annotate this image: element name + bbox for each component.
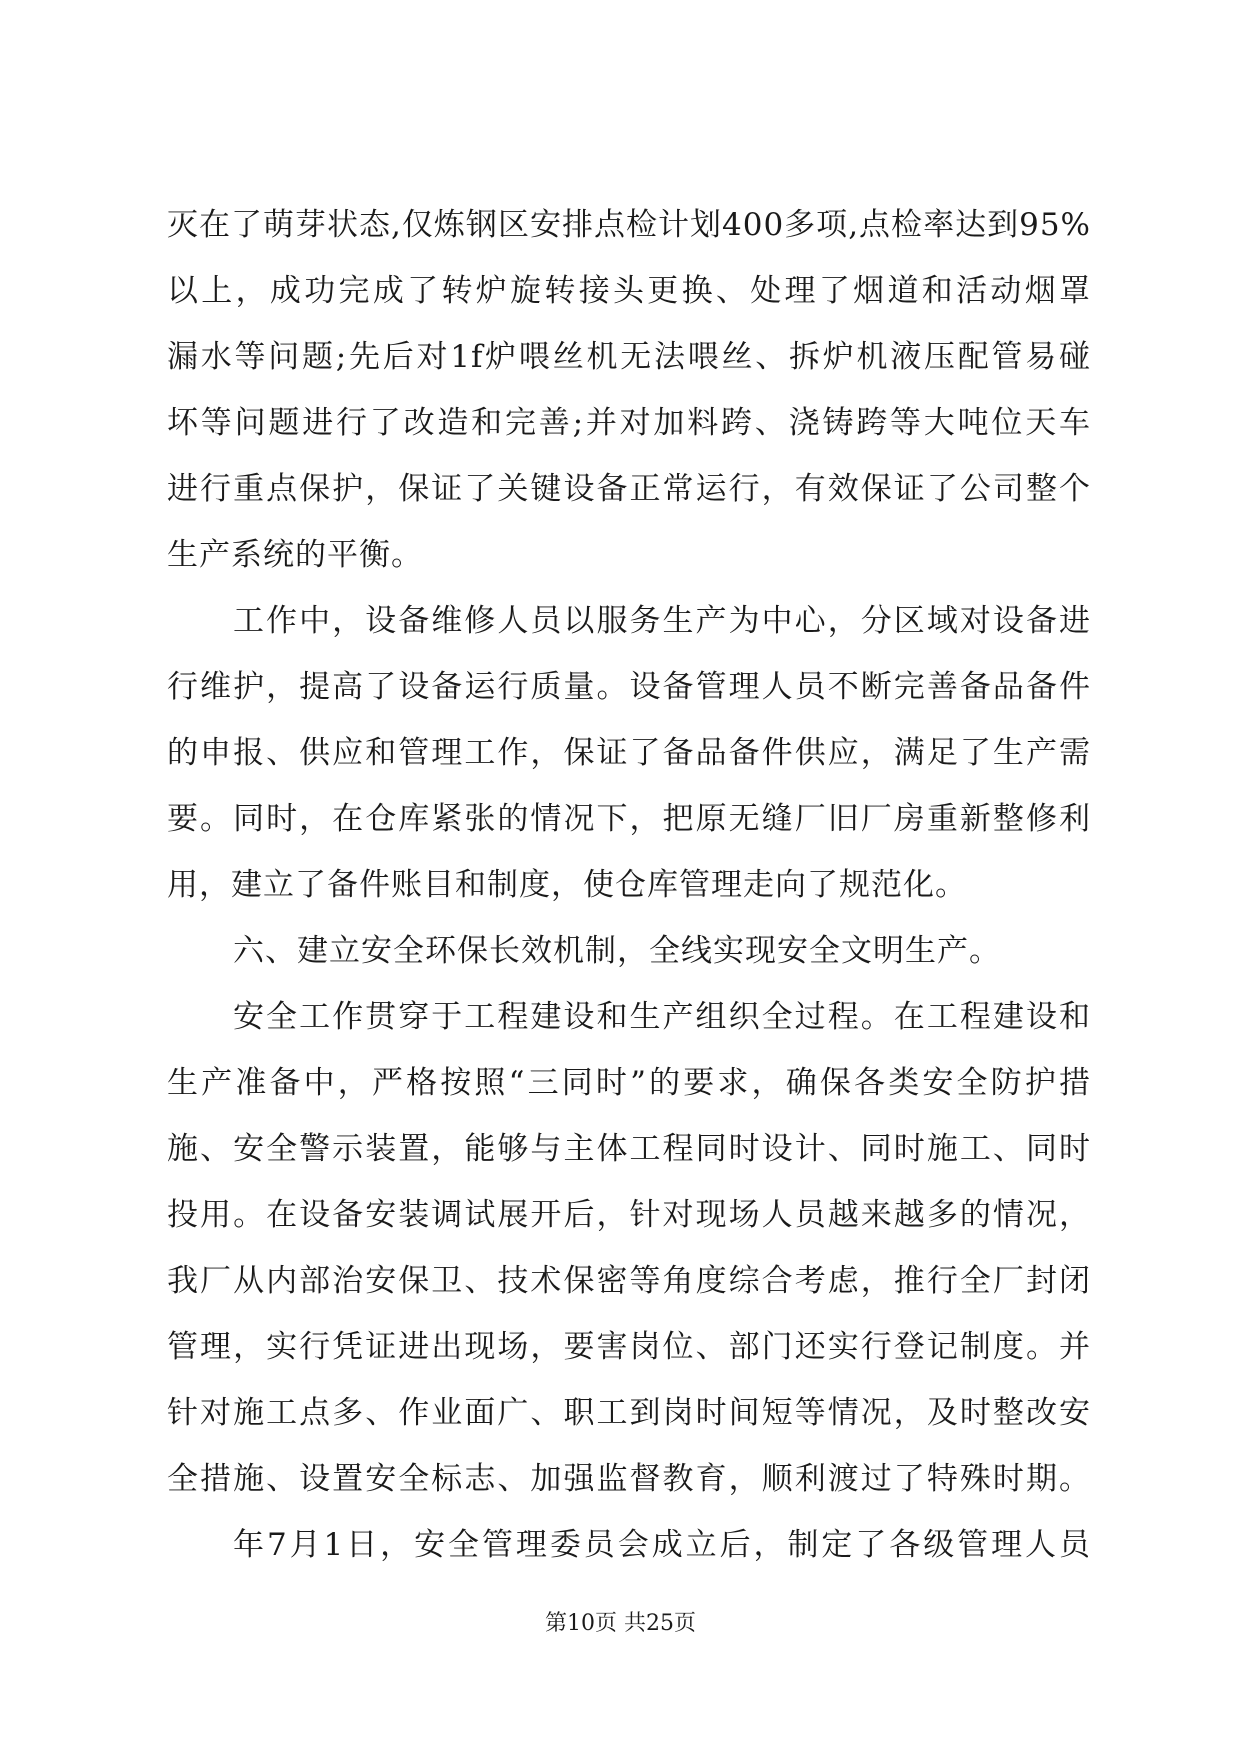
text-line: 管理，实行凭证进出现场，要害岗位、部门还实行登记制度。并 (167, 1329, 1091, 1365)
text-line: 要。同时，在仓库紧张的情况下，把原无缝厂旧厂房重新整修利 (167, 801, 1091, 837)
text-line: 灭在了萌芽状态,仅炼钢区安排点检计划400多项,点检率达到95% (167, 207, 1091, 243)
text-line: 漏水等问题;先后对1f炉喂丝机无法喂丝、拆炉机液压配管易碰 (167, 339, 1091, 375)
text-line: 用，建立了备件账目和制度，使仓库管理走向了规范化。 (167, 867, 967, 903)
document-body (167, 192, 1091, 1578)
text-line: 安全工作贯穿于工程建设和生产组织全过程。在工程建设和 (233, 999, 1091, 1035)
text-line: 工作中，设备维修人员以服务生产为中心，分区域对设备进 (233, 603, 1091, 639)
text-line: 生产系统的平衡。 (167, 537, 423, 573)
text-line: 行维护，提高了设备运行质量。设备管理人员不断完善备品备件 (167, 669, 1091, 705)
text-line: 六、建立安全环保长效机制，全线实现安全文明生产。 (233, 933, 1001, 969)
text-line: 年7月1日，安全管理委员会成立后，制定了各级管理人员 (233, 1527, 1091, 1563)
text-line: 针对施工点多、作业面广、职工到岗时间短等情况，及时整改安 (167, 1395, 1091, 1431)
text-line: 投用。在设备安装调试展开后，针对现场人员越来越多的情况， (167, 1197, 1091, 1233)
page-number-footer: 第10页 共25页 (545, 1611, 696, 1636)
text-line: 坏等问题进行了改造和完善;并对加料跨、浇铸跨等大吨位天车 (167, 405, 1091, 441)
text-line: 施、安全警示装置，能够与主体工程同时设计、同时施工、同时 (167, 1131, 1091, 1167)
text-line: 全措施、设置安全标志、加强监督教育，顺利渡过了特殊时期。 (167, 1461, 1091, 1497)
text-line: 的申报、供应和管理工作，保证了备品备件供应，满足了生产需 (167, 735, 1091, 771)
text-line: 我厂从内部治安保卫、技术保密等角度综合考虑，推行全厂封闭 (167, 1263, 1091, 1299)
text-line: 进行重点保护，保证了关键设备正常运行，有效保证了公司整个 (167, 471, 1091, 507)
text-line: 生产准备中，严格按照“三同时”的要求，确保各类安全防护措 (167, 1065, 1091, 1101)
text-line: 以上，成功完成了转炉旋转接头更换、处理了烟道和活动烟罩 (167, 273, 1091, 309)
